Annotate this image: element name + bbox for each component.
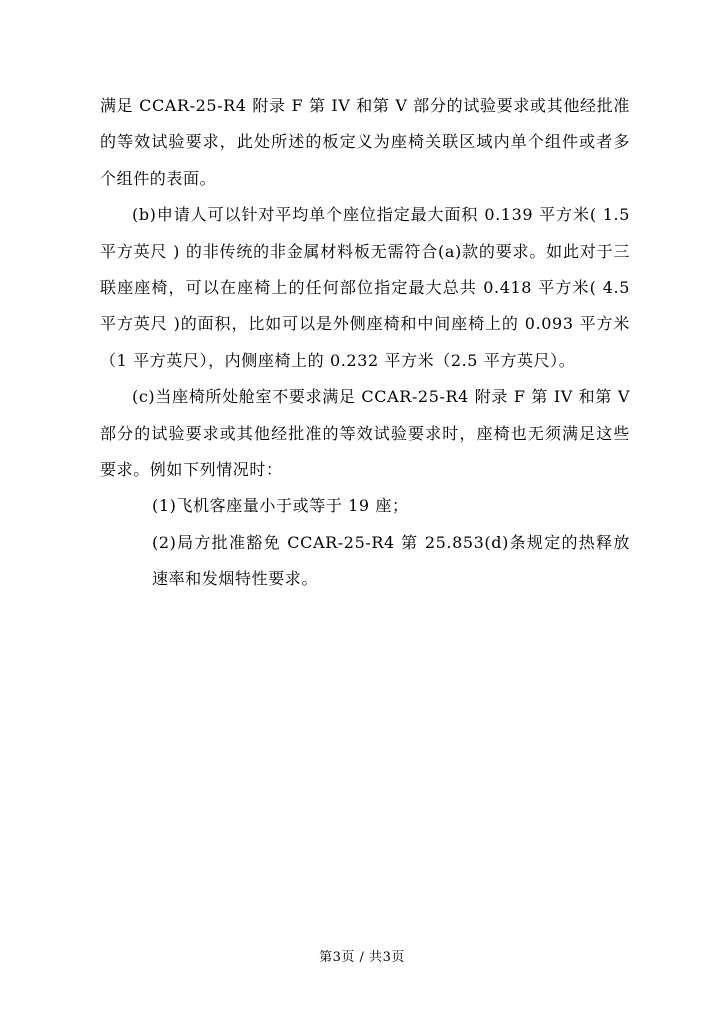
paragraph-b: (b)申请人可以针对平均单个座位指定最大面积 0.139 平方米( 1.5 平方英尺 ) 的非传统的非金属材料板无需符合(a)款的要求。如此对于三联座座椅，可以在座椅上的任何部位指定最大总共 0.418 平方米( 4.5 平方英尺 )的面积，比如可以是外侧座椅和中间座椅上的 0.093 平方米（1 平方英尺），内侧座椅上的 0.232 平方米（2.5 平方英尺）。 [100,205,630,370]
list-item-1: (1)飞机客座量小于或等于 19 座； [152,496,409,516]
paragraph-continuation: 满足 CCAR-25-R4 附录 F 第 IV 和第 V 部分的试验要求或其他经批准的等效试验要求，此处所述的板定义为座椅关联区域内单个组件或者多个组件的表面。 [100,96,630,188]
page-footer: 第3页 / 共3页 [319,950,405,965]
paragraph-c: (c)当座椅所处舱室不要求满足 CCAR-25-R4 附录 F 第 IV 和第 V 部分的试验要求或其他经批准的等效试验要求时，座椅也无须满足这些要求。例如下列情况时： [100,387,630,480]
document-body [100,88,630,598]
list-item-2: (2)局方批准豁免 CCAR-25-R4 第 25.853(d)条规定的热释放速率和发烟特性要求。 [152,532,630,589]
